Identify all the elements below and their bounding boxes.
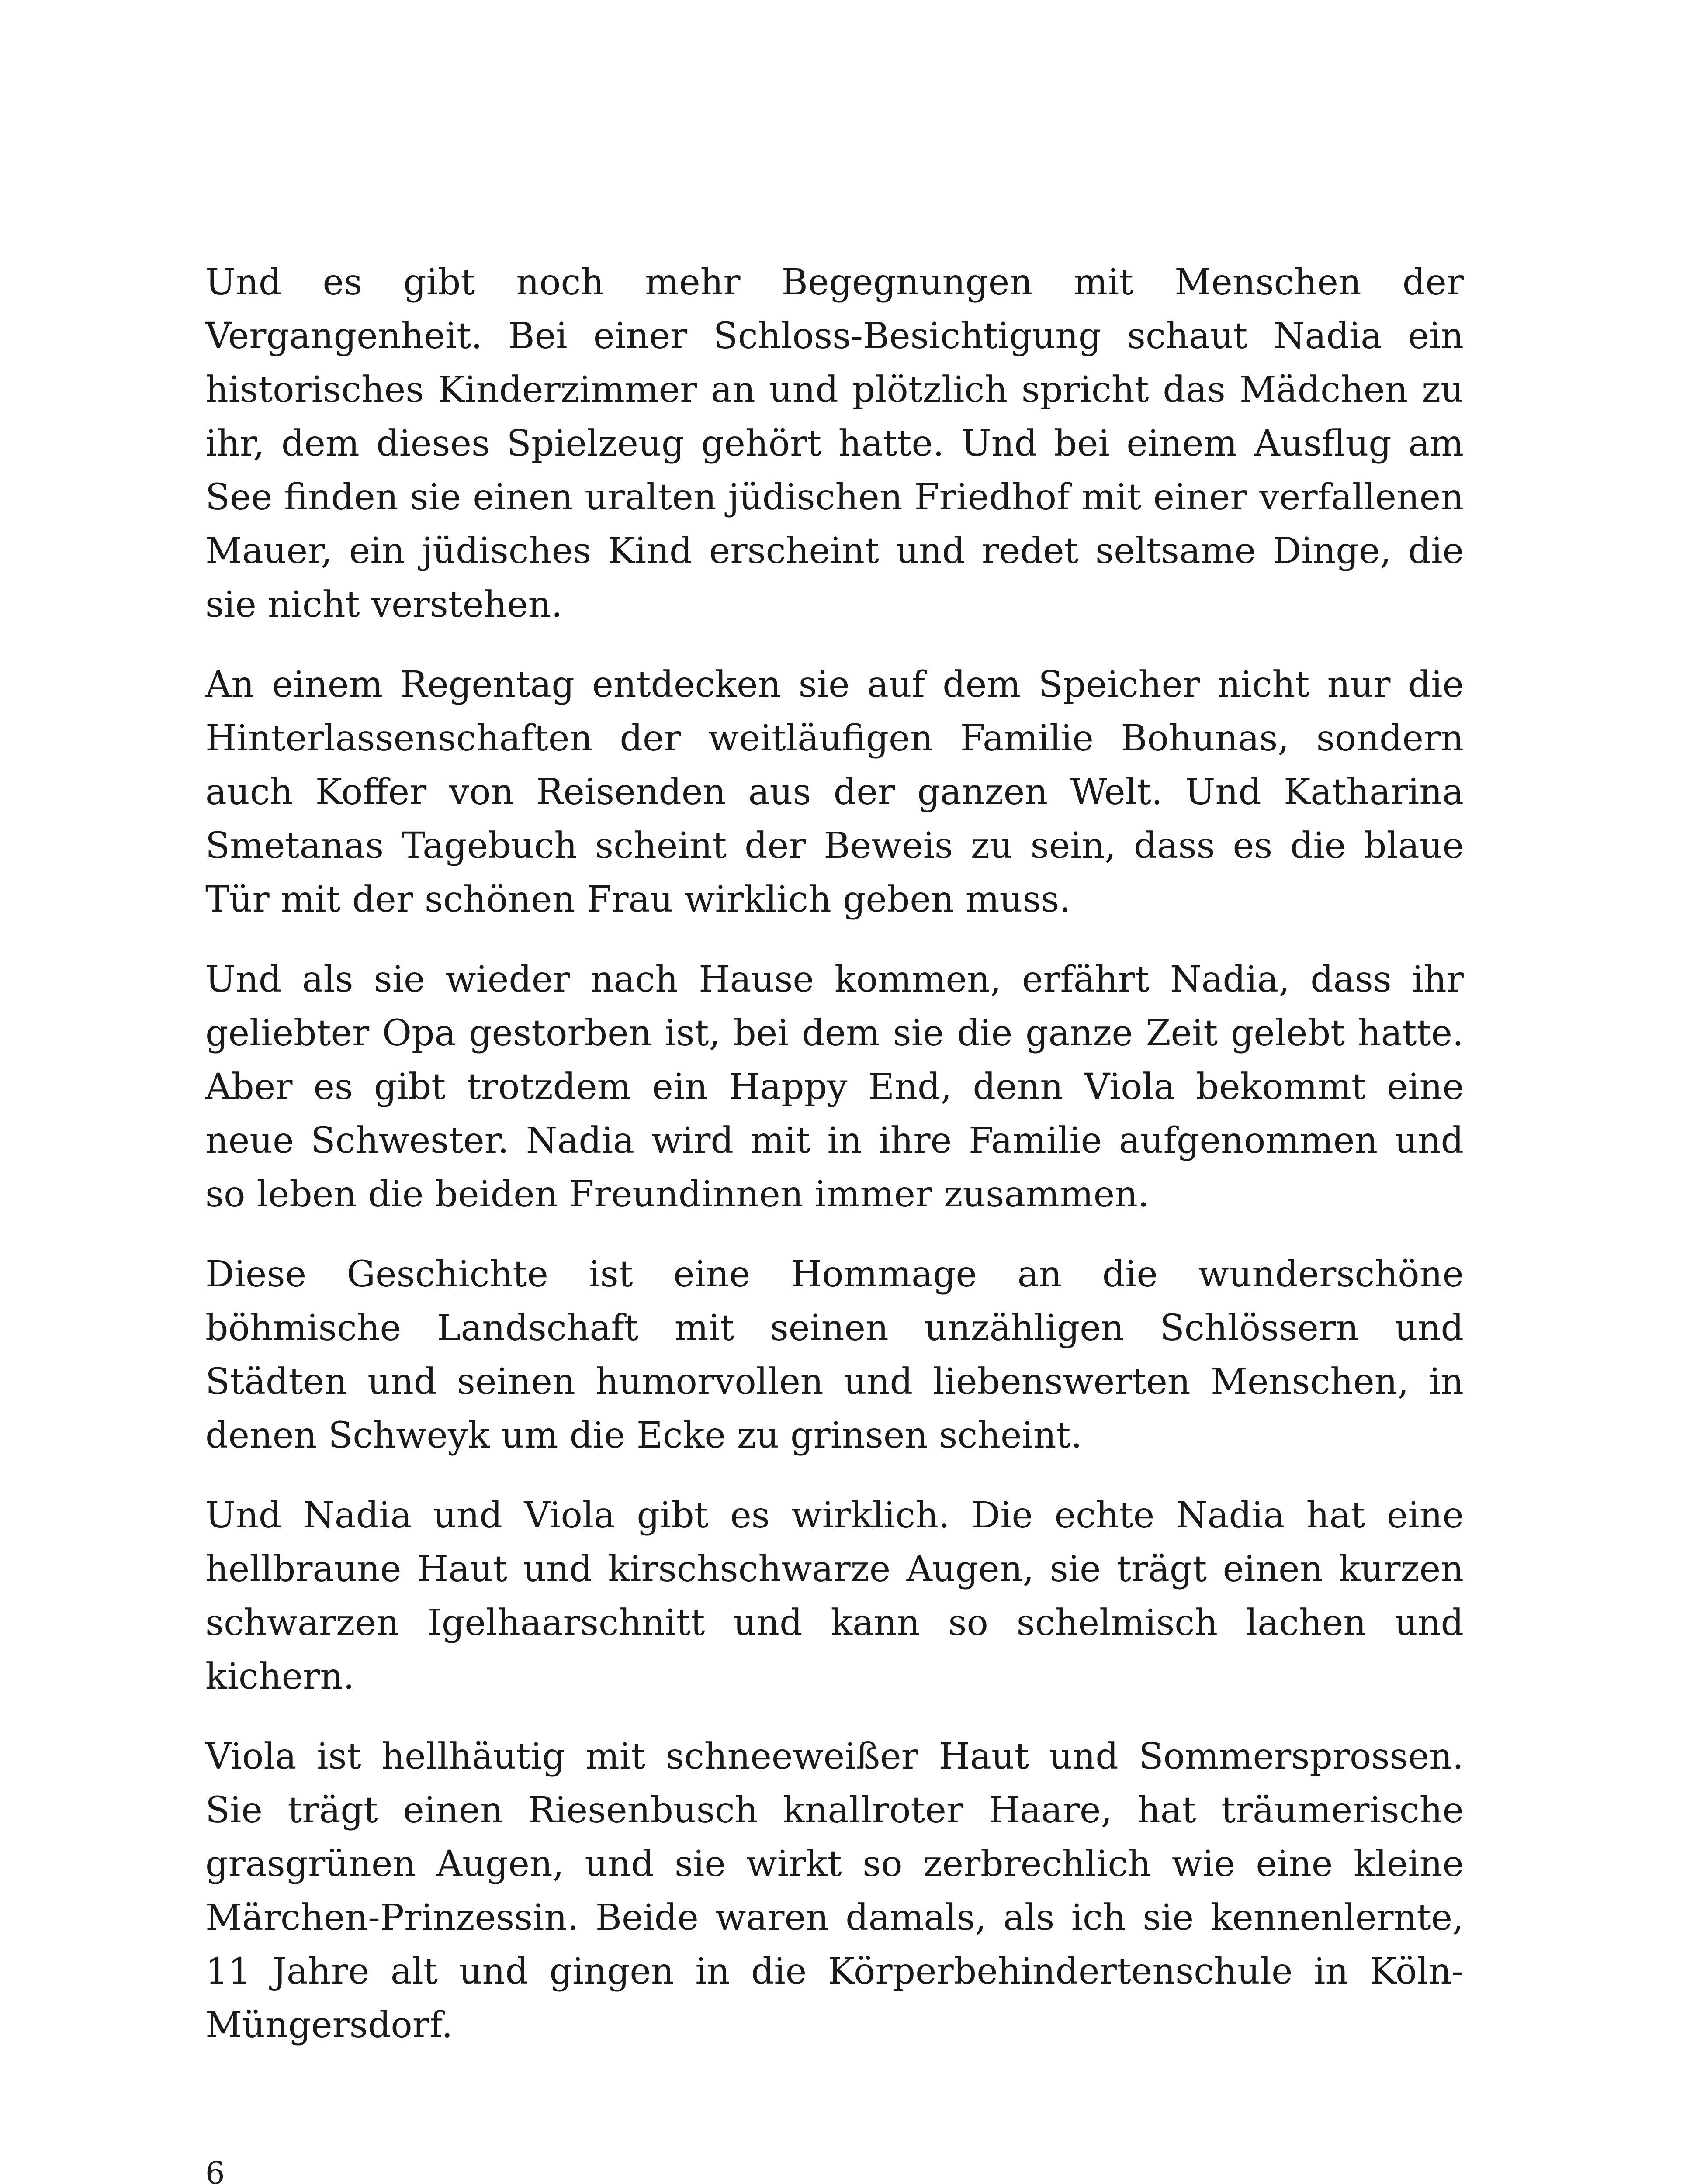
page-number: 6 xyxy=(205,2155,225,2184)
paragraph-2: An einem Regentag entdecken sie auf dem Speicher nicht nur die Hinterlassenschaften der weitläufigen Familie Bohunas, sondern auch Koffer von Reisenden aus der ganzen Welt. Und Katharina Smetanas Tagebuch scheint der Beweis zu sein, dass es die blaue Tür mit der schönen Frau wirklich geben muss. xyxy=(205,664,1464,920)
paragraph-6: Viola ist hellhäutig mit schneeweißer Haut und Sommersprossen. Sie trägt einen Riesenbusch knallroter Haare, hat träumerische grasgrünen Augen, und sie wirkt so zerbrechlich wie eine kleine Märchen-Prinzessin. Beide waren damals, als ich sie kennenlernte, 11 Jahre alt und gingen in die Körperbehindertenschule in Köln-Müngersdorf. xyxy=(205,1736,1464,2046)
body-text xyxy=(205,256,1464,2078)
paragraph-5: Und Nadia und Viola gibt es wirklich. Die echte Nadia hat eine hellbraune Haut und kirschschwarze Augen, sie trägt einen kurzen schwarzen Igelhaarschnitt und kann so schelmisch lachen und kichern. xyxy=(205,1495,1464,1697)
paragraph-4: Diese Geschichte ist eine Hommage an die wunderschöne böhmische Landschaft mit seinen unzähligen Schlössern und Städten und seinen humorvollen und liebenswerten Menschen, in denen Schweyk um die Ecke zu grinsen scheint. xyxy=(205,1254,1464,1456)
paragraph-3: Und als sie wieder nach Hause kommen, erfährt Nadia, dass ihr geliebter Opa gestorben ist, bei dem sie die ganze Zeit gelebt hatte. Aber es gibt trotzdem ein Happy End, denn Viola bekommt eine neue Schwester. Nadia wird mit in ihre Familie aufgenommen und so leben die beiden Freundinnen immer zusammen. xyxy=(205,959,1464,1215)
paragraph-1: Und es gibt noch mehr Begegnungen mit Menschen der Vergangenheit. Bei einer Schloss-Besichtigung schaut Nadia ein historisches Kinderzimmer an und plötzlich spricht das Mädchen zu ihr, dem dieses Spielzeug gehört hatte. Und bei einem Ausflug am See finden sie einen uralten jüdischen Friedhof mit einer verfallenen Mauer, ein jüdisches Kind erscheint und redet seltsame Dinge, die sie nicht verstehen. xyxy=(205,262,1464,625)
